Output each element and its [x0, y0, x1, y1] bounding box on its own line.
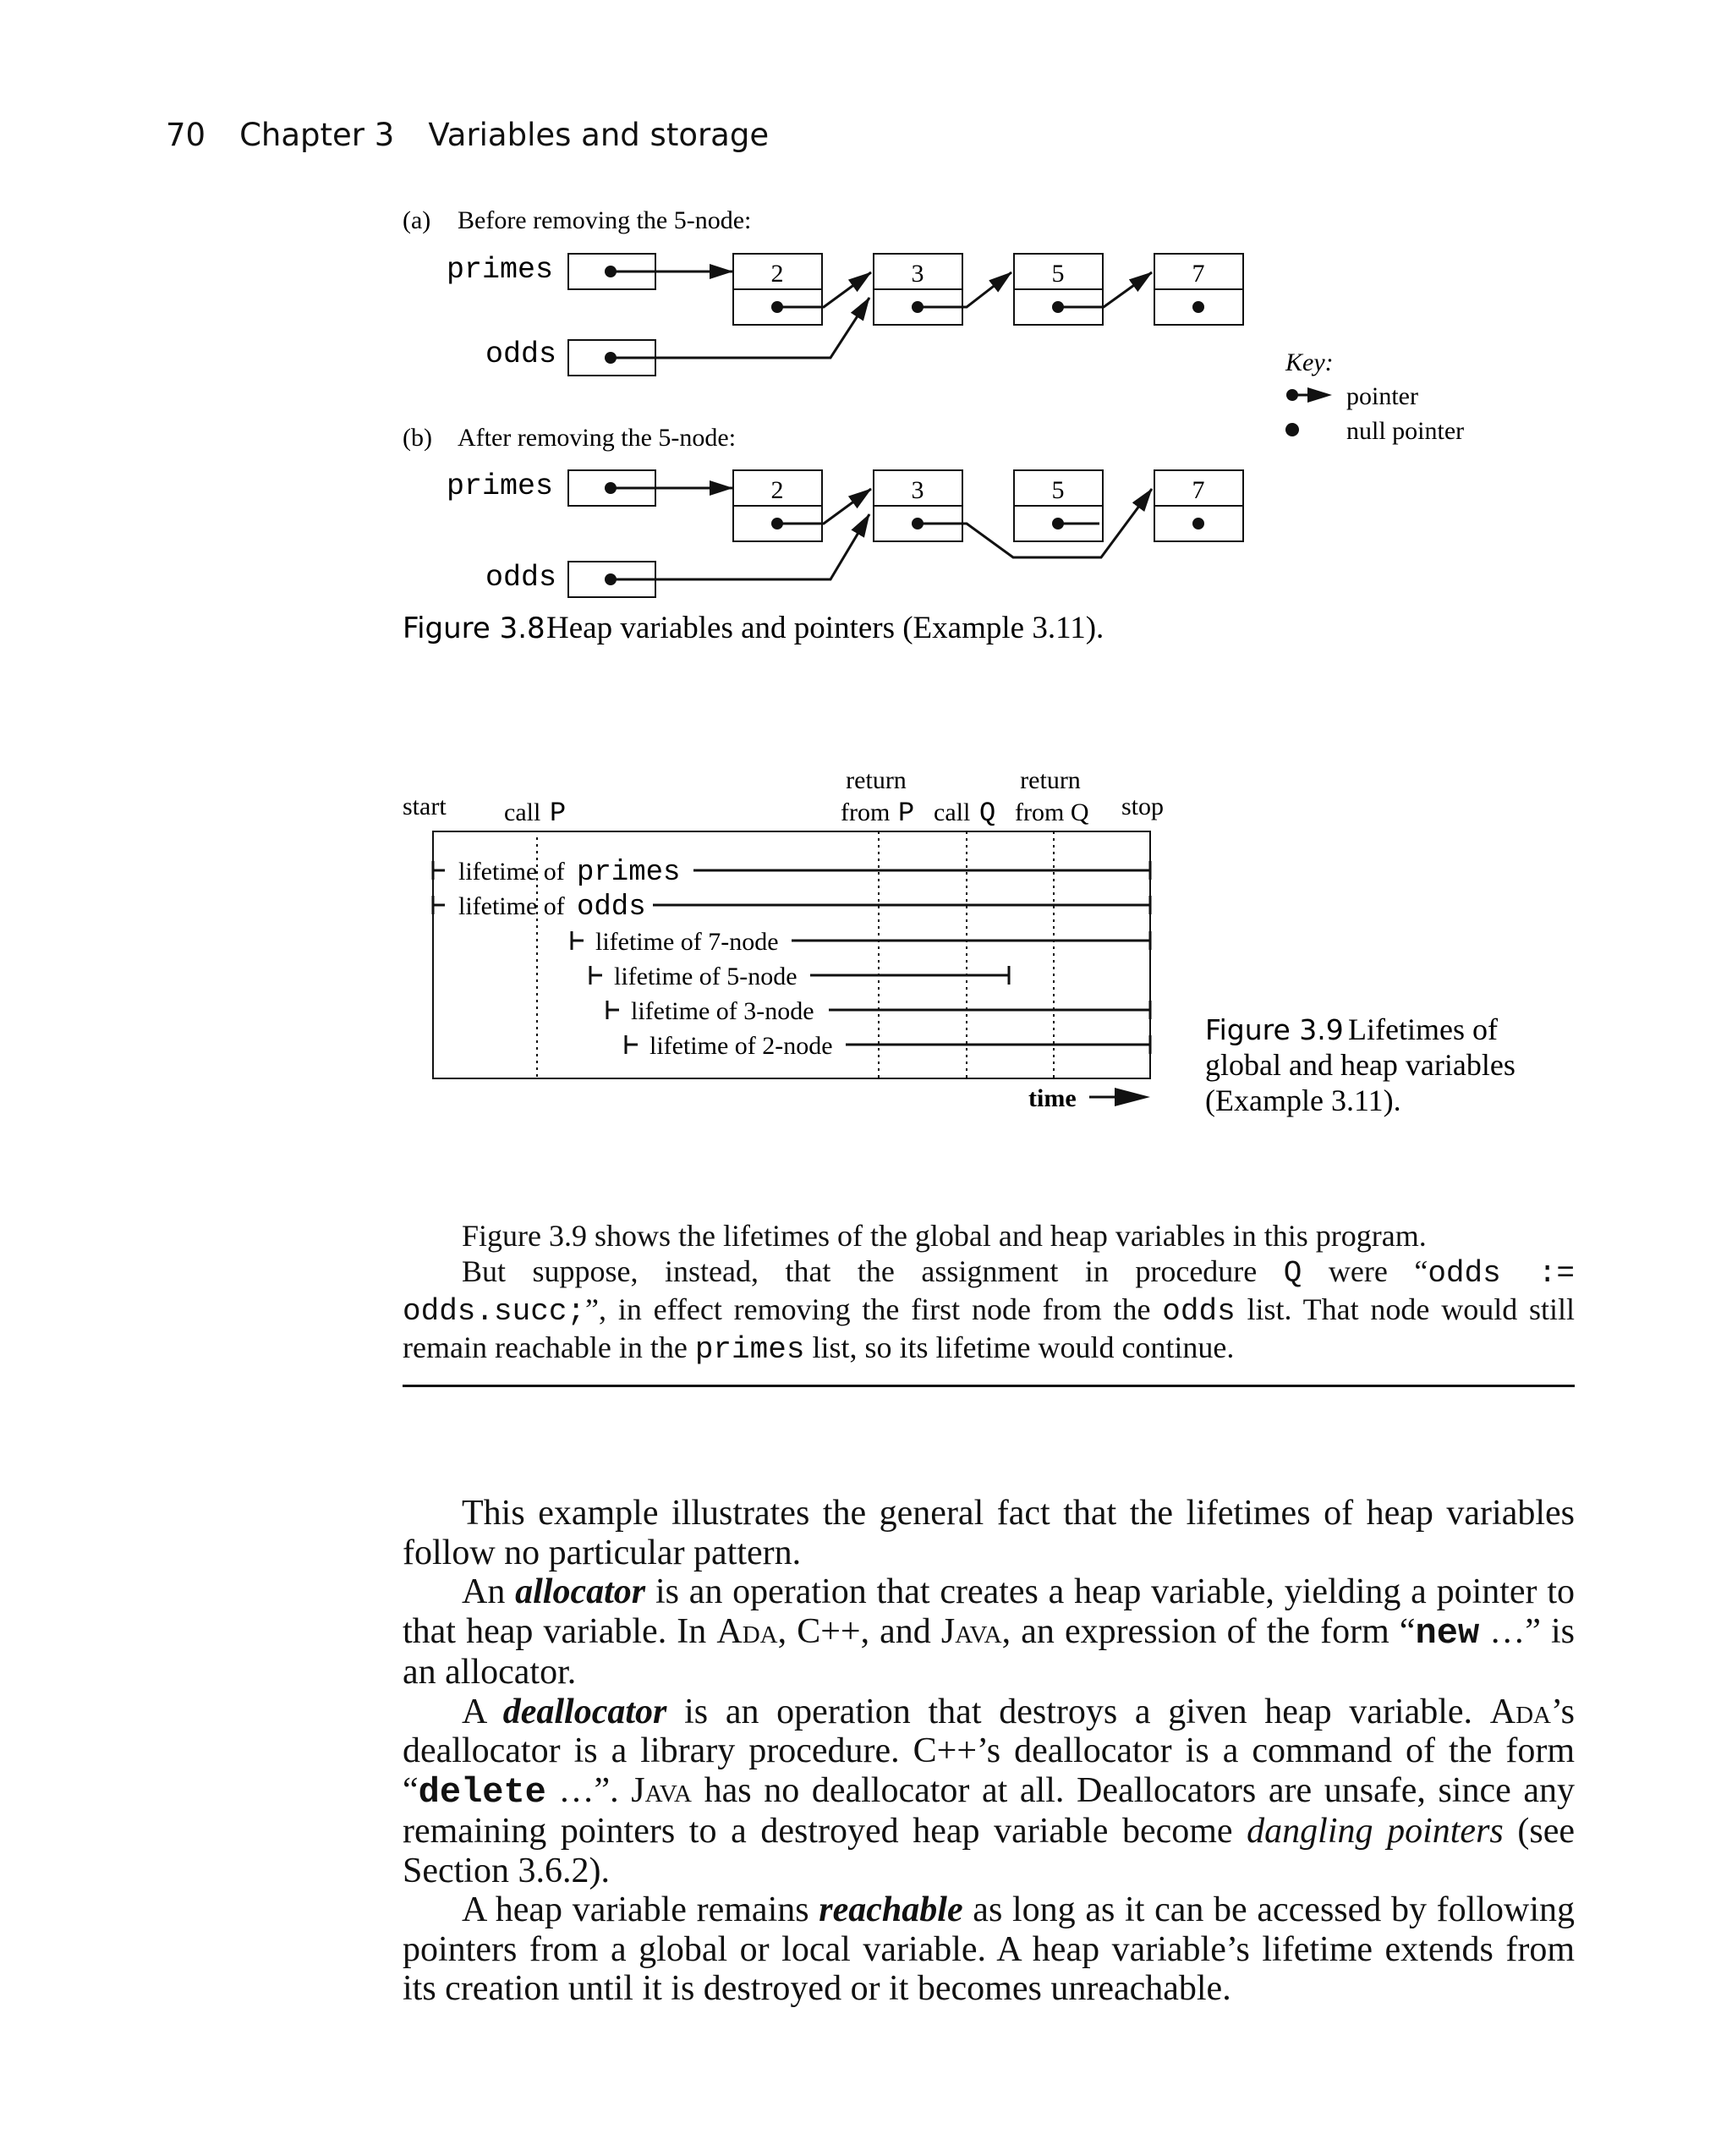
body-text: [403, 1494, 1575, 2009]
body-paragraph-3: A deallocator is an operation that destroys a given heap variable. Ada’s deallocator is a library procedure. C++’s deallocator is a command of the form “delete …”. Java has no deallocator at all. Deallocators are unsafe, since any remaining pointers to a destroyed heap variable become dangling pointers (see Section 3.6.2).: [403, 1692, 1576, 1890]
node-3-a: [874, 254, 962, 325]
svg-text:7: 7: [1192, 476, 1205, 504]
svg-text:2: 2: [770, 260, 784, 288]
node-2-b: [733, 470, 822, 541]
node-3-b: [874, 470, 962, 541]
panel-b-label: (b): [403, 424, 432, 452]
pointer-odds-b: [611, 514, 869, 579]
node-2-a: [733, 254, 822, 325]
label-call-p: P: [550, 798, 567, 829]
example-paragraph-1: Figure 3.9 shows the lifetimes of the global and heap variables in this program.: [462, 1219, 1427, 1253]
key-null-icon: [1285, 423, 1299, 436]
label-start: start: [403, 793, 447, 820]
var-odds-a: odds: [485, 337, 557, 371]
svg-text:5: 5: [1051, 260, 1065, 288]
fig39-caption-label: Figure 3.9: [1205, 1013, 1344, 1046]
label-return-p: return: [846, 766, 907, 794]
svg-text:primes: primes: [577, 857, 681, 889]
svg-text:lifetime of 2-node: lifetime of 2-node: [650, 1032, 833, 1060]
body-paragraph-1: This example illustrates the general fact that the lifetimes of heap variables follow no particular pattern.: [403, 1494, 1575, 1572]
svg-text:2: 2: [770, 476, 784, 504]
label-from-p: from: [841, 798, 891, 826]
var-odds-b: odds: [485, 561, 557, 595]
svg-text:5: 5: [1051, 476, 1065, 504]
figure-3-9: [0, 744, 1732, 1133]
body-paragraph-2: An allocator is an operation that creates a heap variable, yielding a pointer to that heap variable. In Ada, C++, and Java, an expression of the form “new …” is an allocator.: [403, 1572, 1576, 1692]
example-paragraph-2: But suppose, instead, that the assignment in procedure Q were “odds := odds.succ;”, in effect removing the first node from the odds list. That node would still remain reachable in the primes list, so its lifetime would continue.: [403, 1254, 1576, 1367]
time-arrow-icon: [1089, 1088, 1150, 1106]
fig39-caption-line3: (Example 3.11).: [1205, 1083, 1401, 1117]
panel-b-title: After removing the 5-node:: [458, 424, 737, 452]
page-number: 70: [166, 117, 206, 153]
node-5-a: [1014, 254, 1103, 325]
fig38-caption-label: Figure 3.8: [403, 612, 545, 645]
svg-text:lifetime of 3-node: lifetime of 3-node: [631, 997, 814, 1025]
svg-text:lifetime of: lifetime of: [458, 858, 565, 886]
label-call: call: [504, 798, 541, 826]
key-pointer-icon: [1286, 387, 1332, 403]
time-label: time: [1028, 1084, 1077, 1112]
svg-text:3: 3: [911, 260, 924, 288]
pointer-odds-a: [611, 298, 869, 358]
var-primes-b: primes: [447, 469, 554, 503]
figure-3-8: [0, 0, 1732, 694]
label-stop: stop: [1121, 793, 1165, 820]
fig39-caption-line1: Lifetimes of: [1348, 1012, 1498, 1046]
svg-text:lifetime of: lifetime of: [458, 892, 565, 920]
fig39-caption-line2: global and heap variables: [1205, 1048, 1516, 1082]
panel-a-title: Before removing the 5-node:: [458, 206, 752, 234]
key-title: Key:: [1285, 348, 1334, 376]
svg-text:odds: odds: [577, 891, 646, 924]
var-primes-a: primes: [447, 253, 554, 287]
svg-text:3: 3: [911, 476, 924, 504]
key-null-label: null pointer: [1346, 417, 1465, 445]
node-7-a: [1154, 254, 1243, 325]
label-from-q: from Q: [1015, 798, 1089, 826]
node-7-b: [1154, 470, 1243, 541]
lifetime-primes: [433, 857, 1150, 889]
svg-text:lifetime of 7-node: lifetime of 7-node: [595, 928, 779, 956]
lifetime-7-node: [572, 928, 1150, 956]
body-paragraph-4: A heap variable remains reachable as long as it can be accessed by following pointers from a global or local variable. A heap variable’s lifetime extends from its creation until it is destroyed or it becomes unreachable.: [403, 1890, 1575, 2008]
lifetime-5-node: [590, 963, 1009, 990]
node-5-b: [1014, 470, 1103, 541]
example-continuation: [403, 1218, 1575, 1368]
svg-text:lifetime of 5-node: lifetime of 5-node: [614, 963, 797, 990]
chapter-label: Chapter 3: [239, 117, 395, 153]
label-return-q: return: [1020, 766, 1081, 794]
chapter-title: Variables and storage: [428, 117, 770, 153]
key-pointer-label: pointer: [1346, 382, 1418, 410]
lifetime-odds: [433, 891, 1150, 924]
example-end-rule: [403, 1385, 1575, 1387]
fig38-caption-text: Heap variables and pointers (Example 3.11).: [546, 611, 1104, 645]
lifetime-2-node: [626, 1032, 1150, 1060]
label-from-p-name: P: [898, 798, 915, 829]
svg-text:7: 7: [1192, 260, 1205, 288]
label-call-q-name: Q: [979, 798, 996, 829]
label-call-q: call: [934, 798, 971, 826]
panel-a-label: (a): [403, 206, 431, 234]
